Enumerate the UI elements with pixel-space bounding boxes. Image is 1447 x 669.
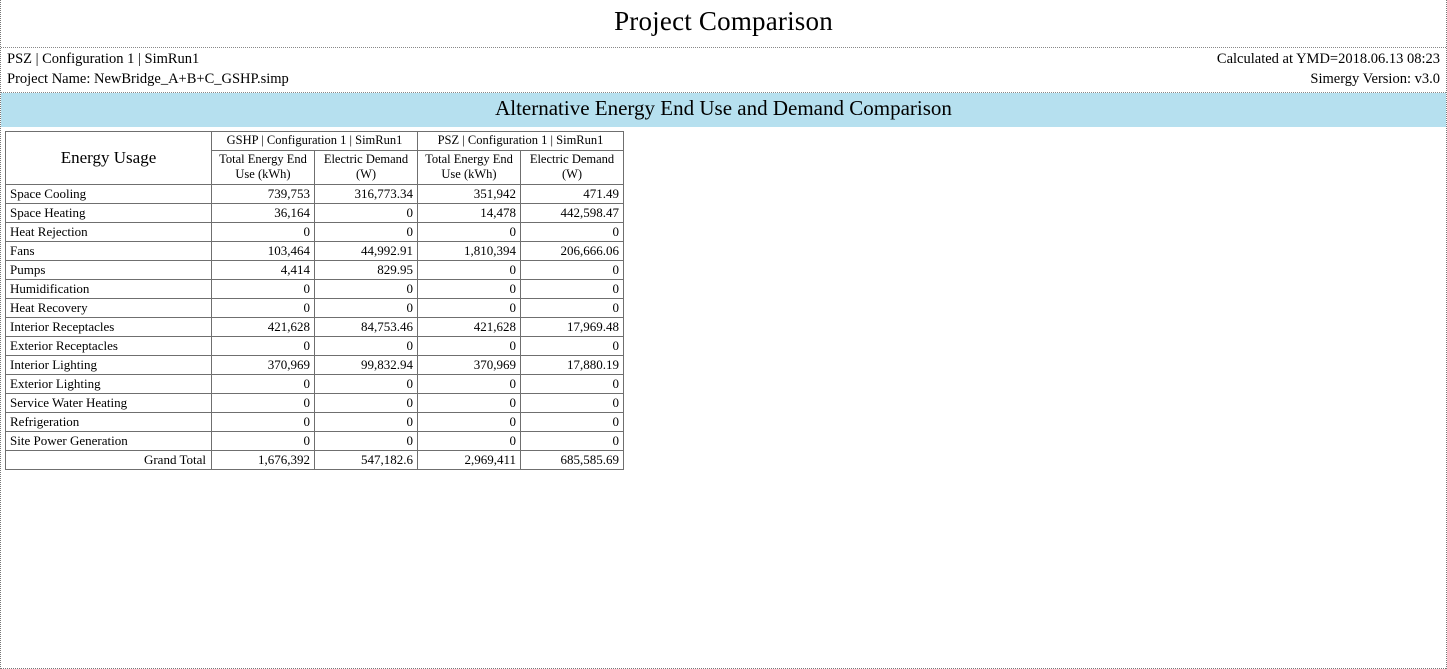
cell-value: 0 [418, 222, 521, 241]
cell-value: 0 [315, 393, 418, 412]
row-label: Pumps [6, 260, 212, 279]
cell-value: 316,773.34 [315, 184, 418, 203]
header-sub-gshp-electric-demand: Electric Demand (W) [315, 150, 418, 184]
cell-value: 36,164 [212, 203, 315, 222]
cell-value: 421,628 [212, 317, 315, 336]
row-label: Exterior Lighting [6, 374, 212, 393]
table-row [6, 222, 624, 241]
cell-value: 2,969,411 [418, 450, 521, 469]
cell-value: 0 [315, 374, 418, 393]
cell-value: 0 [315, 412, 418, 431]
table-body [6, 184, 624, 469]
table-row [6, 431, 624, 450]
cell-value: 0 [212, 431, 315, 450]
cell-value: 103,464 [212, 241, 315, 260]
cell-value: 0 [315, 203, 418, 222]
row-label: Heat Recovery [6, 298, 212, 317]
cell-value: 206,666.06 [521, 241, 624, 260]
row-label: Service Water Heating [6, 393, 212, 412]
cell-value: 829.95 [315, 260, 418, 279]
row-label: Interior Lighting [6, 355, 212, 374]
cell-value: 0 [315, 279, 418, 298]
cell-value: 4,414 [212, 260, 315, 279]
run-info: PSZ | Configuration 1 | SimRun1 [7, 51, 200, 67]
header-sub-psz-total-energy: Total Energy End Use (kWh) [418, 150, 521, 184]
comparison-table-wrap [1, 127, 1446, 470]
table-row-grand-total [6, 450, 624, 469]
row-label: Humidification [6, 279, 212, 298]
row-label: Space Cooling [6, 184, 212, 203]
report-title-band [1, 0, 1446, 48]
table-row [6, 298, 624, 317]
cell-value: 0 [418, 336, 521, 355]
header-energy-usage: Energy Usage [6, 132, 212, 185]
cell-value: 0 [521, 279, 624, 298]
cell-value: 370,969 [212, 355, 315, 374]
cell-value: 0 [521, 431, 624, 450]
cell-value: 0 [521, 222, 624, 241]
cell-value: 0 [521, 374, 624, 393]
row-label: Exterior Receptacles [6, 336, 212, 355]
table-row [6, 184, 624, 203]
table-row [6, 317, 624, 336]
cell-value: 84,753.46 [315, 317, 418, 336]
cell-value: 0 [212, 279, 315, 298]
energy-comparison-table [5, 131, 624, 470]
section-band [1, 93, 1446, 127]
cell-value: 0 [212, 374, 315, 393]
cell-value: 0 [418, 431, 521, 450]
cell-value: 0 [418, 260, 521, 279]
header-group-psz: PSZ | Configuration 1 | SimRun1 [418, 132, 624, 151]
section-title: Alternative Energy End Use and Demand Comparison [495, 96, 952, 120]
cell-value: 421,628 [418, 317, 521, 336]
cell-value: 370,969 [418, 355, 521, 374]
cell-value: 471.49 [521, 184, 624, 203]
cell-value: 0 [418, 393, 521, 412]
cell-value: 0 [315, 336, 418, 355]
simergy-version: Simergy Version: v3.0 [1310, 71, 1440, 87]
cell-value: 442,598.47 [521, 203, 624, 222]
table-row [6, 241, 624, 260]
cell-value: 0 [521, 298, 624, 317]
page-title: Project Comparison [614, 6, 833, 36]
table-row [6, 374, 624, 393]
cell-value: 0 [315, 298, 418, 317]
cell-value: 44,992.91 [315, 241, 418, 260]
cell-value: 351,942 [418, 184, 521, 203]
header-sub-psz-electric-demand: Electric Demand (W) [521, 150, 624, 184]
calculated-at: Calculated at YMD=2018.06.13 08:23 [1216, 51, 1440, 67]
table-row [6, 279, 624, 298]
cell-value: 0 [418, 412, 521, 431]
row-label-grand-total: Grand Total [6, 450, 212, 469]
cell-value: 0 [212, 222, 315, 241]
table-row [6, 336, 624, 355]
cell-value: 17,880.19 [521, 355, 624, 374]
row-label: Site Power Generation [6, 431, 212, 450]
row-label: Space Heating [6, 203, 212, 222]
row-label: Fans [6, 241, 212, 260]
cell-value: 1,810,394 [418, 241, 521, 260]
cell-value: 0 [521, 336, 624, 355]
cell-value: 685,585.69 [521, 450, 624, 469]
meta-row-top [1, 48, 1446, 69]
cell-value: 1,676,392 [212, 450, 315, 469]
row-label: Refrigeration [6, 412, 212, 431]
cell-value: 547,182.6 [315, 450, 418, 469]
cell-value: 0 [212, 393, 315, 412]
cell-value: 739,753 [212, 184, 315, 203]
table-row [6, 412, 624, 431]
row-label: Heat Rejection [6, 222, 212, 241]
cell-value: 0 [212, 336, 315, 355]
table-row [6, 355, 624, 374]
header-group-gshp: GSHP | Configuration 1 | SimRun1 [212, 132, 418, 151]
meta-row-bottom [1, 69, 1446, 93]
table-head [6, 132, 624, 185]
cell-value: 0 [521, 260, 624, 279]
cell-value: 0 [521, 393, 624, 412]
cell-value: 0 [315, 222, 418, 241]
table-row [6, 260, 624, 279]
table-row [6, 203, 624, 222]
cell-value: 0 [418, 279, 521, 298]
cell-value: 99,832.94 [315, 355, 418, 374]
cell-value: 0 [418, 298, 521, 317]
project-name: Project Name: NewBridge_A+B+C_GSHP.simp [7, 71, 289, 87]
table-row [6, 393, 624, 412]
cell-value: 0 [418, 374, 521, 393]
table-header-group-row [6, 132, 624, 151]
cell-value: 14,478 [418, 203, 521, 222]
cell-value: 0 [212, 412, 315, 431]
cell-value: 0 [315, 431, 418, 450]
cell-value: 0 [212, 298, 315, 317]
header-sub-gshp-total-energy: Total Energy End Use (kWh) [212, 150, 315, 184]
cell-value: 17,969.48 [521, 317, 624, 336]
row-label: Interior Receptacles [6, 317, 212, 336]
cell-value: 0 [521, 412, 624, 431]
